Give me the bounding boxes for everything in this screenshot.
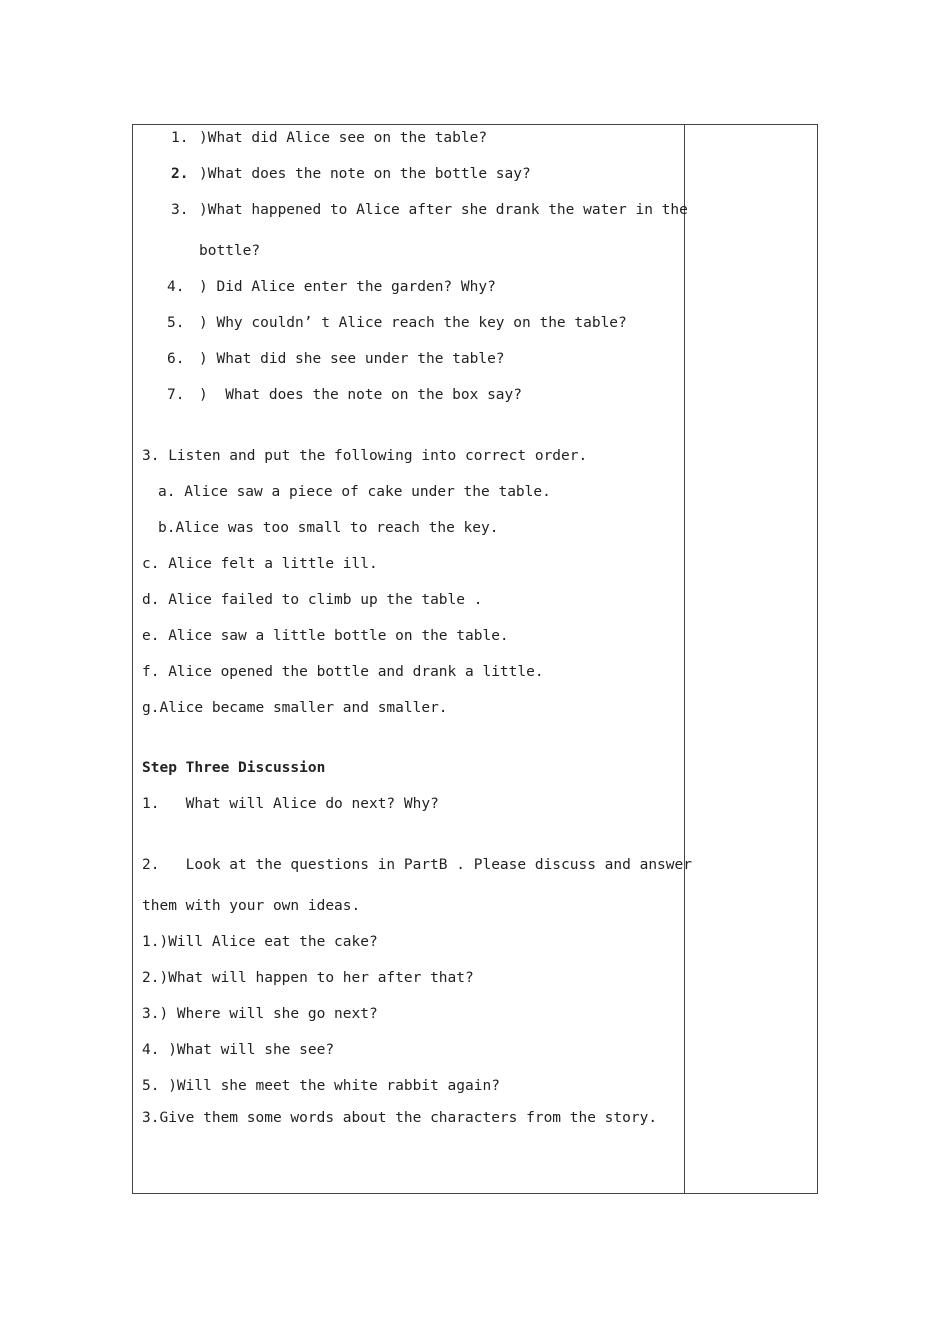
question-text: ) Why couldn’ t Alice reach the key on the table? (199, 315, 627, 331)
question-number: 6. (167, 351, 185, 367)
sub-question: 5. )Will she meet the white rabbit again? (142, 1078, 500, 1094)
question-text: ) What does the note on the box say? (199, 387, 523, 403)
question-number: 4. (167, 279, 185, 295)
step-three-title: Step Three Discussion (142, 760, 326, 776)
question-number: 1. (171, 130, 189, 146)
question-text: ) Did Alice enter the garden? Why? (199, 279, 496, 295)
sub-question: 4. )What will she see? (142, 1042, 335, 1058)
discussion-question-continued: them with your own ideas. (142, 898, 361, 914)
question-number: 5. (167, 315, 185, 331)
ordering-item: b.Alice was too small to reach the key. (158, 520, 499, 536)
sub-question: 1.)Will Alice eat the cake? (142, 934, 378, 950)
sub-question: 2.)What will happen to her after that? (142, 970, 474, 986)
ordering-item: f. Alice opened the bottle and drank a little. (142, 664, 544, 680)
discussion-question: 3.Give them some words about the characters from the story. (142, 1110, 658, 1126)
question-text: ) What did she see under the table? (199, 351, 505, 367)
question-number: 3. (171, 202, 189, 218)
question-number: 2. (171, 166, 189, 182)
ordering-item: e. Alice saw a little bottle on the table. (142, 628, 509, 644)
ordering-item: g.Alice became smaller and smaller. (142, 700, 448, 716)
discussion-question: 1. What will Alice do next? Why? (142, 796, 439, 812)
question-text: )What does the note on the bottle say? (199, 166, 531, 182)
ordering-heading: 3. Listen and put the following into correct order. (142, 448, 588, 464)
ordering-item: d. Alice failed to climb up the table . (142, 592, 483, 608)
column-divider (684, 125, 685, 1193)
sub-question: 3.) Where will she go next? (142, 1006, 378, 1022)
ordering-item: a. Alice saw a piece of cake under the table. (158, 484, 551, 500)
question-text: )What did Alice see on the table? (199, 130, 488, 146)
question-text-continued: bottle? (199, 243, 261, 259)
question-text: )What happened to Alice after she drank the water in the (199, 202, 688, 218)
ordering-item: c. Alice felt a little ill. (142, 556, 378, 572)
question-number: 7. (167, 387, 185, 403)
discussion-question: 2. Look at the questions in PartB . Please discuss and answer (142, 857, 692, 873)
